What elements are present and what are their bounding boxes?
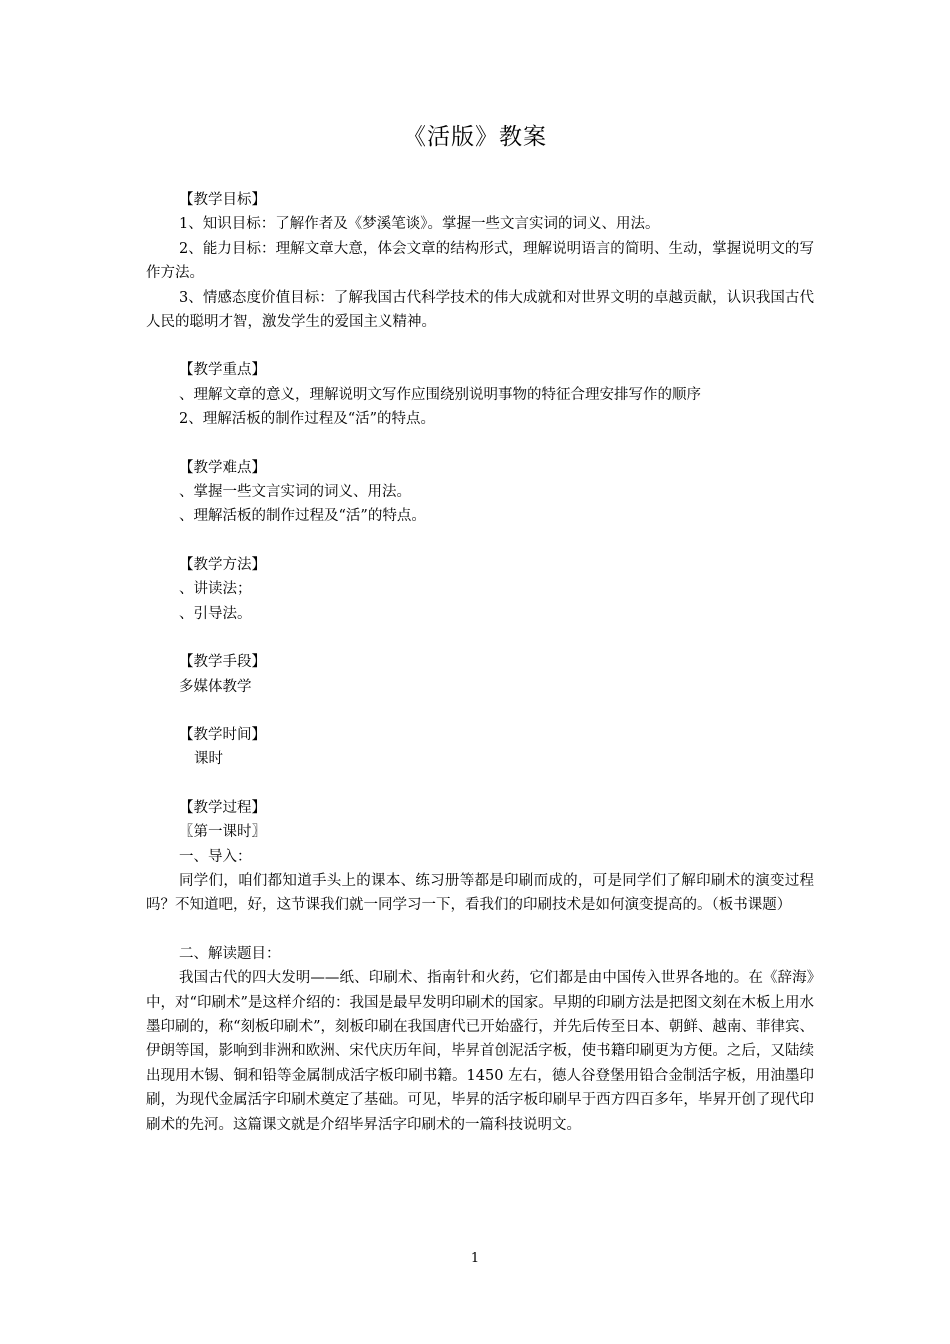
methods-heading: 【教学方法】: [179, 556, 266, 573]
goal-item: 3、情感态度价值目标：了解我国古代科学技术的伟大成就和对世界文明的卓越贡献，认识我国古代人民的聪明才智，激发学生的爱国主义精神。: [146, 289, 814, 331]
goal-item: 1、知识目标：了解作者及《梦溪笔谈》。掌握一些文言实词的词义、用法。: [179, 216, 660, 233]
intro-heading: 一、导入：: [179, 848, 252, 865]
process-heading: 【教学过程】: [179, 799, 266, 816]
means-heading: 【教学手段】: [179, 654, 266, 671]
goal-item: 2、能力目标：理解文章大意，体会文章的结构形式，理解说明语言的简明、生动，掌握说明文的写作方法。: [146, 240, 814, 282]
title-interpretation-paragraph: 我国古代的四大发明——纸、印刷术、指南针和火药，它们都是由中国传入世界各地的。在《辞海》中，对“印刷术”是这样介绍的：我国是最早发明印刷术的国家。早期的印刷方法是把图文刻在木板上用水墨印刷的，称“刻板印刷术”，刻板印刷在我国唐代已开始盛行，并先后传至日本、朝鲜、越南、菲律宾、伊朗等国，影响到非洲和欧洲、宋代庆历年间，毕昇首创泥活字板，使书籍印刷更为方便。之后，又陆续出现用木锡、铜和铅等金属制成活字板印刷书籍。1450 左右，德人谷登堡用铅合金制活字板，用油墨印刷，为现代金属活字印刷术奠定了基础。可见，毕昇的活字板印刷早于西方四百多年，毕昇开创了现代印刷术的先河。这篇课文就是介绍毕昇活字印刷术的一篇科技说明文。: [146, 970, 814, 1133]
time-heading: 【教学时间】: [179, 726, 266, 743]
key-points-heading: 【教学重点】: [179, 362, 266, 379]
difficulty-item: 、掌握一些文言实词的词义、用法。: [179, 484, 411, 501]
page-number: 1: [470, 1251, 480, 1266]
method-item: 、讲读法；: [179, 581, 252, 598]
goals-heading: 【教学目标】: [179, 192, 266, 208]
difficulty-item: 、理解活板的制作过程及“活”的特点。: [179, 508, 426, 525]
method-item: 、引导法。: [179, 605, 252, 622]
means-text: 多媒体教学: [179, 678, 252, 695]
document-title: 《活版》教案: [403, 124, 547, 150]
intro-paragraph: 同学们，咱们都知道手头上的课本、练习册等都是印刷而成的，可是同学们了解印刷术的演变过程吗？不知道吧，好，这节课我们就一同学习一下，看我们的印刷技术是如何演变提高的。（板书课题）: [146, 872, 814, 914]
key-point-item: 、理解文章的意义，理解说明文写作应围绕别说明事物的特征合理安排写作的顺序: [179, 386, 701, 403]
time-text: 课时: [194, 751, 223, 768]
document-body: [146, 188, 814, 1137]
lesson-label: 〖第一课时〗: [179, 824, 266, 841]
title-interpretation-heading: 二、解读题目：: [179, 945, 281, 962]
key-point-item: 2、理解活板的制作过程及“活”的特点。: [179, 411, 436, 428]
difficulties-heading: 【教学难点】: [179, 459, 266, 476]
